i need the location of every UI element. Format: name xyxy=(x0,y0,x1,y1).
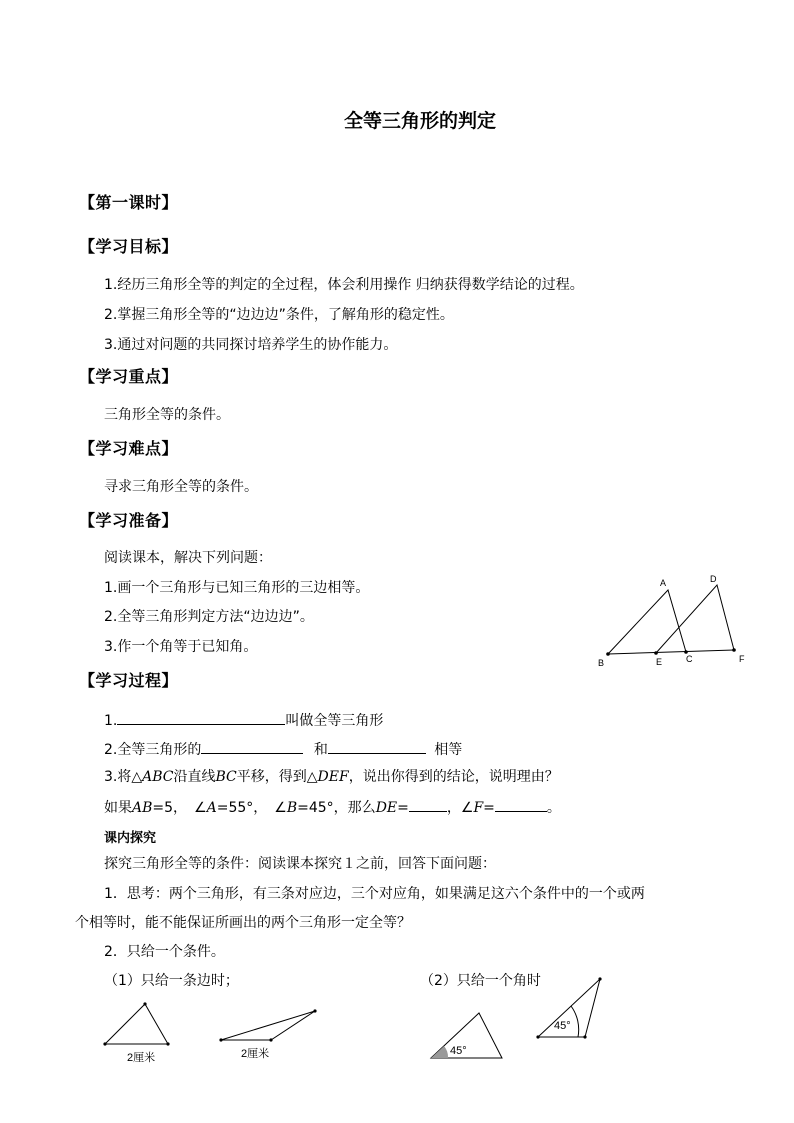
process-q1 xyxy=(104,710,383,730)
q1-prefix: 1. xyxy=(104,713,118,729)
q4-part-h: 。 xyxy=(546,800,561,816)
angle-triangles-figure xyxy=(420,965,620,1065)
q4-part-d: =45°，那么 xyxy=(297,800,376,816)
q4-blank-de[interactable] xyxy=(409,797,447,812)
heading-focus: 【学习重点】 xyxy=(79,367,179,386)
goal-1: 1.经历三角形全等的判定的全过程，体会利用操作 归纳获得数学结论的过程。 xyxy=(104,277,584,293)
q4-part-c: =55°， ∠ xyxy=(216,800,287,816)
page-title: 全等三角形的判定 xyxy=(343,110,496,132)
case-one-side: （1）只给一条边时； xyxy=(104,973,239,989)
classroom-heading: 课内探究 xyxy=(104,831,157,846)
q4-angle-f: F xyxy=(473,800,484,816)
angle-label-1: 45° xyxy=(450,1045,467,1057)
q4-part-f: ，∠ xyxy=(446,800,474,816)
label-c: C xyxy=(686,654,693,664)
label-a: A xyxy=(660,578,667,588)
triangle-abc xyxy=(608,590,686,654)
q4-ab: AB xyxy=(132,800,153,816)
one-condition: 2．只给一个条件。 xyxy=(104,944,225,960)
goal-3: 3.通过对问题的共同探讨培养学生的协作能力。 xyxy=(104,337,398,353)
heading-prep: 【学习准备】 xyxy=(79,511,179,530)
q4-angle-b: B xyxy=(286,800,298,816)
label-d: D xyxy=(710,574,717,584)
triangle-def xyxy=(656,585,734,653)
difficulty-text: 寻求三角形全等的条件。 xyxy=(104,479,258,495)
point-e xyxy=(654,651,658,655)
think-line-1: 1．思考：两个三角形，有三条对应边，三个对应角，如果满足这六个条件中的一个或两 xyxy=(104,886,645,902)
q4-part-a: 如果 xyxy=(104,800,132,816)
label-b: B xyxy=(598,658,605,668)
focus-text: 三角形全等的条件。 xyxy=(104,407,230,423)
q2-blank-2[interactable] xyxy=(328,739,426,754)
side-label-1: 2厘米 xyxy=(127,1052,156,1064)
vertex xyxy=(103,1042,106,1045)
vertex xyxy=(313,1009,316,1012)
process-q2 xyxy=(104,739,462,759)
translation-figure xyxy=(590,570,760,670)
process-q4 xyxy=(104,797,561,817)
q3-part-c: 平移，得到△ xyxy=(236,769,318,785)
q3-abc: ABC xyxy=(142,769,174,785)
q3-def: DEF xyxy=(317,769,349,785)
q3-part-b: 沿直线 xyxy=(173,769,216,785)
line-bf xyxy=(608,650,734,654)
think-line-2: 个相等时，能不能保证所画出的两个三角形一定全等？ xyxy=(75,915,411,931)
side-triangles-figure xyxy=(95,995,335,1070)
classroom-intro: 探究三角形全等的条件：阅读课本探究１之前，回答下面问题： xyxy=(104,856,496,872)
angle-arc-2 xyxy=(571,1006,579,1037)
q4-part-e: = xyxy=(397,800,409,816)
point-b xyxy=(606,652,610,656)
process-q3 xyxy=(104,768,559,786)
q1-blank[interactable] xyxy=(117,710,285,725)
q2-mid: 和 xyxy=(313,742,328,758)
vertex xyxy=(598,977,601,980)
vertex xyxy=(583,1035,586,1038)
q2-blank-1[interactable] xyxy=(201,739,303,754)
heading-goals: 【学习目标】 xyxy=(79,237,179,256)
q4-de: DE xyxy=(375,800,398,816)
goal-2: 2.掌握三角形全等的“边边边”条件，了解角形的稳定性。 xyxy=(104,307,454,323)
heading-lesson: 【第一课时】 xyxy=(79,193,179,212)
side-triangle-2 xyxy=(221,1011,315,1040)
q3-bc: BC xyxy=(215,769,237,785)
label-e: E xyxy=(656,657,663,667)
q4-blank-f[interactable] xyxy=(495,797,547,812)
label-f: F xyxy=(739,654,745,664)
q4-part-g: = xyxy=(483,800,495,816)
vertex xyxy=(219,1038,222,1041)
heading-process: 【学习过程】 xyxy=(79,671,179,690)
case-one-angle: （2）只给一个角时 xyxy=(420,973,541,989)
point-f xyxy=(732,648,736,652)
prep-intro: 阅读课本，解决下列问题： xyxy=(104,550,272,566)
side-label-2: 2厘米 xyxy=(241,1048,270,1060)
vertex xyxy=(536,1035,539,1038)
q4-part-b: =5， ∠ xyxy=(152,800,207,816)
side-triangle-1 xyxy=(105,1004,168,1044)
q3-part-d: ，说出你得到的结论，说明理由？ xyxy=(348,769,559,785)
prep-item-2: 2.全等三角形判定方法“边边边”。 xyxy=(104,609,314,625)
heading-difficulty: 【学习难点】 xyxy=(79,439,179,458)
vertex xyxy=(143,1002,146,1005)
vertex xyxy=(269,1038,272,1041)
prep-item-1: 1.画一个三角形与已知三角形的三边相等。 xyxy=(104,580,370,596)
q2-suffix: 相等 xyxy=(434,742,463,758)
q3-part-a: 3.将△ xyxy=(104,769,143,785)
vertex xyxy=(166,1042,169,1045)
q4-angle-a: A xyxy=(206,800,217,816)
q1-suffix: 叫做全等三角形 xyxy=(285,713,384,729)
angle-label-2: 45° xyxy=(554,1020,571,1032)
prep-item-3: 3.作一个角等于已知角。 xyxy=(104,639,258,655)
q2-prefix: 2.全等三角形的 xyxy=(104,742,202,758)
angle-marker-1 xyxy=(431,1046,448,1058)
